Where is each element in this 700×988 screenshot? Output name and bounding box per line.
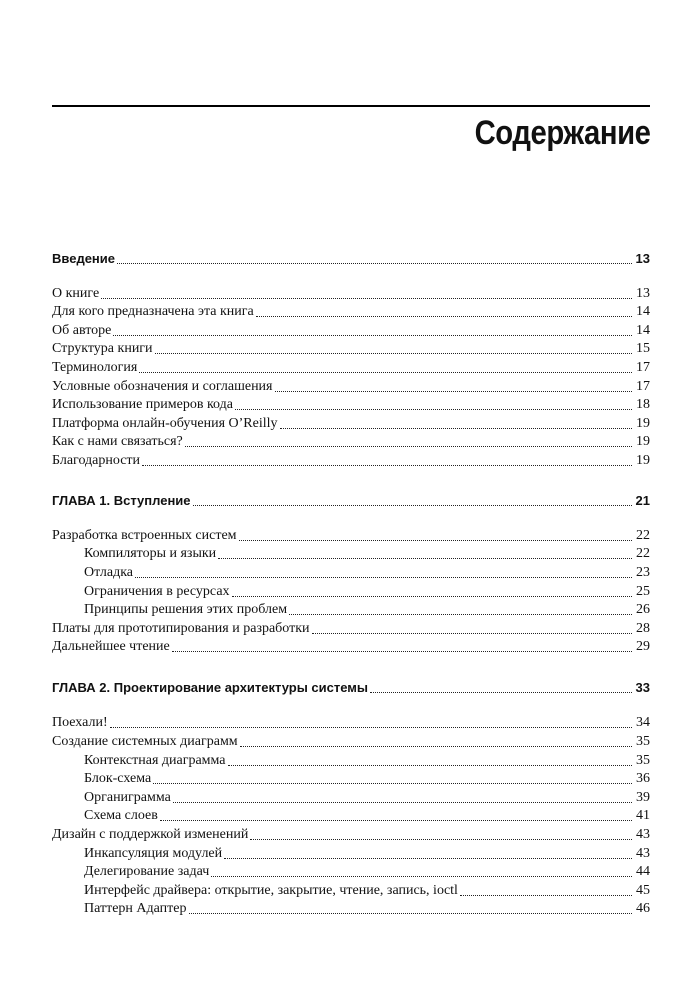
dot-leader: [139, 372, 632, 373]
dot-leader: [224, 858, 632, 859]
toc-entry[interactable]: [52, 750, 650, 769]
toc-page-number: 36: [636, 771, 650, 786]
toc-label: Благодарности: [52, 453, 141, 468]
dot-leader: [289, 614, 632, 615]
toc-heading-chapter-2[interactable]: [52, 677, 650, 696]
toc-page-number: 28: [636, 621, 650, 636]
toc-label: Инкапсуляция модулей: [84, 846, 223, 861]
toc-label: Введение: [52, 251, 115, 266]
toc-heading-chapter-1[interactable]: [52, 490, 650, 509]
toc-label: Дальнейшее чтение: [52, 639, 170, 654]
toc-label: Разработка встроенных систем: [52, 528, 237, 543]
toc-label: Структура книги: [52, 341, 153, 356]
toc-label: Платы для прототипирования и разработки: [52, 621, 310, 636]
toc-entry[interactable]: [52, 338, 650, 357]
toc-entry[interactable]: [52, 320, 650, 339]
toc-label: Платформа онлайн-обучения O’Reilly: [52, 416, 278, 431]
toc-label: Ограничения в ресурсах: [84, 584, 230, 599]
toc-page-number: 41: [636, 808, 650, 823]
toc-page-number: 17: [636, 379, 650, 394]
toc-page-number: 19: [636, 453, 650, 468]
toc-page-number: 45: [636, 883, 650, 898]
dot-leader: [113, 335, 632, 336]
toc-entry[interactable]: [52, 357, 650, 376]
dot-leader: [256, 316, 632, 317]
toc-label: ГЛАВА 2. Проектирование архитектуры системы: [52, 680, 369, 695]
toc-label: Паттерн Адаптер: [84, 901, 187, 916]
toc-label: Условные обозначения и соглашения: [52, 379, 273, 394]
toc-label: Интерфейс драйвера: открытие, закрытие, чтение, запись, ioctl: [84, 883, 458, 898]
toc-entry[interactable]: [52, 787, 650, 806]
toc-label: Использование примеров кода: [52, 397, 233, 412]
toc-entry[interactable]: [52, 543, 650, 562]
dot-leader: [239, 540, 632, 541]
dot-leader: [218, 558, 632, 559]
dot-leader: [142, 465, 632, 466]
toc-entry[interactable]: [52, 880, 650, 899]
toc-entry[interactable]: [52, 599, 650, 618]
dot-leader: [240, 746, 632, 747]
toc-page-number: 14: [636, 323, 650, 338]
toc-page-number: 17: [636, 360, 650, 375]
toc-label: Делегирование задач: [84, 864, 210, 879]
toc-page-number: 13: [636, 286, 650, 301]
dot-leader: [275, 391, 633, 392]
dot-leader: [280, 428, 632, 429]
toc-label: Отладка: [84, 565, 134, 580]
toc-label: Терминология: [52, 360, 138, 375]
dot-leader: [460, 895, 632, 896]
toc-page-number: 34: [636, 715, 650, 730]
toc-entry[interactable]: [52, 898, 650, 917]
dot-leader: [228, 765, 632, 766]
toc-entry[interactable]: [52, 618, 650, 637]
toc-label: О книге: [52, 286, 100, 301]
toc-page-number: 19: [636, 434, 650, 449]
toc-label: Об авторе: [52, 323, 112, 338]
toc-page-number: 26: [636, 602, 650, 617]
toc-page-number: 18: [636, 397, 650, 412]
toc-entry[interactable]: [52, 861, 650, 880]
toc-entry[interactable]: [52, 431, 650, 450]
toc-label: Схема слоев: [84, 808, 158, 823]
page-title: Содержание: [474, 114, 650, 152]
dot-leader: [185, 446, 632, 447]
toc-entry[interactable]: [52, 768, 650, 787]
dot-leader: [235, 409, 632, 410]
toc-entry[interactable]: [52, 731, 650, 750]
toc-entry[interactable]: [52, 805, 650, 824]
toc-label: Поехали!: [52, 715, 108, 730]
toc-entry[interactable]: [52, 824, 650, 843]
toc-entry[interactable]: [52, 394, 650, 413]
toc-entry[interactable]: [52, 301, 650, 320]
toc-label: ГЛАВА 1. Вступление: [52, 493, 191, 508]
dot-leader: [370, 692, 632, 693]
toc-page-number: 22: [636, 528, 650, 543]
toc-entry[interactable]: [52, 376, 650, 395]
toc-entry[interactable]: [52, 636, 650, 655]
dot-leader: [153, 783, 632, 784]
toc-page-number: 43: [636, 846, 650, 861]
toc-entry[interactable]: [52, 450, 650, 469]
toc-page-number: 25: [636, 584, 650, 599]
dot-leader: [250, 839, 632, 840]
toc-label: Контекстная диаграмма: [84, 753, 226, 768]
toc-page-number: 23: [636, 565, 650, 580]
toc-entry[interactable]: [52, 581, 650, 600]
toc-heading-intro[interactable]: [52, 248, 650, 267]
toc-page-number: 21: [635, 493, 650, 508]
dot-leader: [312, 633, 632, 634]
toc-entry[interactable]: [52, 562, 650, 581]
toc-entry[interactable]: [52, 283, 650, 302]
dot-leader: [110, 727, 632, 728]
toc-label: Дизайн с поддержкой изменений: [52, 827, 249, 842]
toc-page-number: 35: [636, 753, 650, 768]
toc-label: Принципы решения этих проблем: [84, 602, 288, 617]
toc-label: Компиляторы и языки: [84, 546, 217, 561]
table-of-contents: [52, 0, 650, 988]
toc-page-number: 13: [635, 251, 650, 266]
toc-page-number: 14: [636, 304, 650, 319]
dot-leader: [173, 802, 632, 803]
toc-entry[interactable]: [52, 712, 650, 731]
toc-page-number: 29: [636, 639, 650, 654]
dot-leader: [211, 876, 632, 877]
toc-label: Для кого предназначена эта книга: [52, 304, 254, 319]
dot-leader: [189, 913, 633, 914]
toc-page-number: 19: [636, 416, 650, 431]
toc-label: Как с нами связаться?: [52, 434, 183, 449]
dot-leader: [232, 596, 632, 597]
dot-leader: [160, 820, 632, 821]
toc-entry[interactable]: [52, 413, 650, 432]
toc-label: Органиграмма: [84, 790, 171, 805]
dot-leader: [117, 263, 632, 264]
toc-page-number: 22: [636, 546, 650, 561]
dot-leader: [135, 577, 632, 578]
toc-page-number: 39: [636, 790, 650, 805]
toc-page-number: 33: [635, 680, 650, 695]
toc-entry[interactable]: [52, 843, 650, 862]
toc-entry[interactable]: [52, 525, 650, 544]
toc-page-number: 35: [636, 734, 650, 749]
dot-leader: [193, 505, 632, 506]
toc-label: Блок-схема: [84, 771, 152, 786]
dot-leader: [172, 651, 632, 652]
dot-leader: [101, 298, 632, 299]
toc-page-number: 43: [636, 827, 650, 842]
toc-page-number: 46: [636, 901, 650, 916]
toc-page-number: 44: [636, 864, 650, 879]
dot-leader: [155, 353, 632, 354]
toc-label: Создание системных диаграмм: [52, 734, 238, 749]
toc-page-number: 15: [636, 341, 650, 356]
